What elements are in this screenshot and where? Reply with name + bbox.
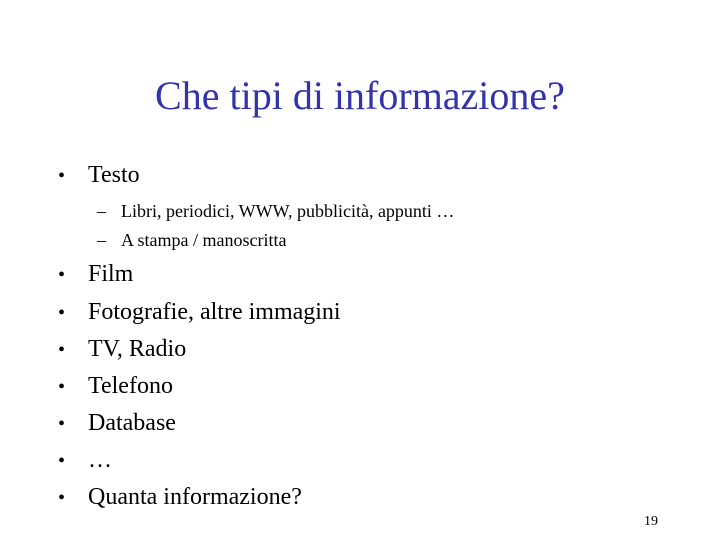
- bullet-icon: •: [58, 264, 66, 286]
- bullet-item-fotografie: [58, 297, 341, 328]
- bullet-item-telefono: [58, 371, 173, 402]
- dash-icon: –: [97, 230, 106, 250]
- bullet-text: Telefono: [88, 373, 173, 399]
- bullet-item-ellipsis: [58, 445, 112, 476]
- sub-item-text: Libri, periodici, WWW, pubblicità, appunti …: [121, 201, 455, 221]
- dash-icon: –: [97, 201, 106, 221]
- bullet-item-tv-radio: [58, 334, 186, 365]
- bullet-icon: •: [58, 339, 66, 361]
- bullet-text: …: [88, 447, 112, 473]
- sub-item-text: A stampa / manoscritta: [121, 230, 287, 250]
- bullet-icon: •: [58, 165, 66, 187]
- sub-item-stampa: [97, 228, 286, 252]
- slide-title: Che tipi di informazione?: [155, 73, 565, 118]
- bullet-text: Quanta informazione?: [88, 484, 302, 510]
- bullet-icon: •: [58, 450, 66, 472]
- bullet-text: Fotografie, altre immagini: [88, 299, 341, 325]
- bullet-icon: •: [58, 413, 66, 435]
- bullet-icon: •: [58, 302, 66, 324]
- bullet-icon: •: [58, 376, 66, 398]
- bullet-item-database: [58, 408, 176, 439]
- sub-item-libri: [97, 199, 454, 223]
- bullet-text: Database: [88, 410, 176, 436]
- bullet-item-testo: [58, 160, 140, 191]
- bullet-text: Testo: [88, 162, 140, 188]
- page-number: 19: [644, 514, 658, 529]
- bullet-text: Film: [88, 261, 134, 287]
- bullet-text: TV, Radio: [88, 336, 187, 362]
- bullet-item-quanta: [58, 482, 302, 513]
- bullet-icon: •: [58, 487, 66, 509]
- bullet-item-film: [58, 259, 133, 290]
